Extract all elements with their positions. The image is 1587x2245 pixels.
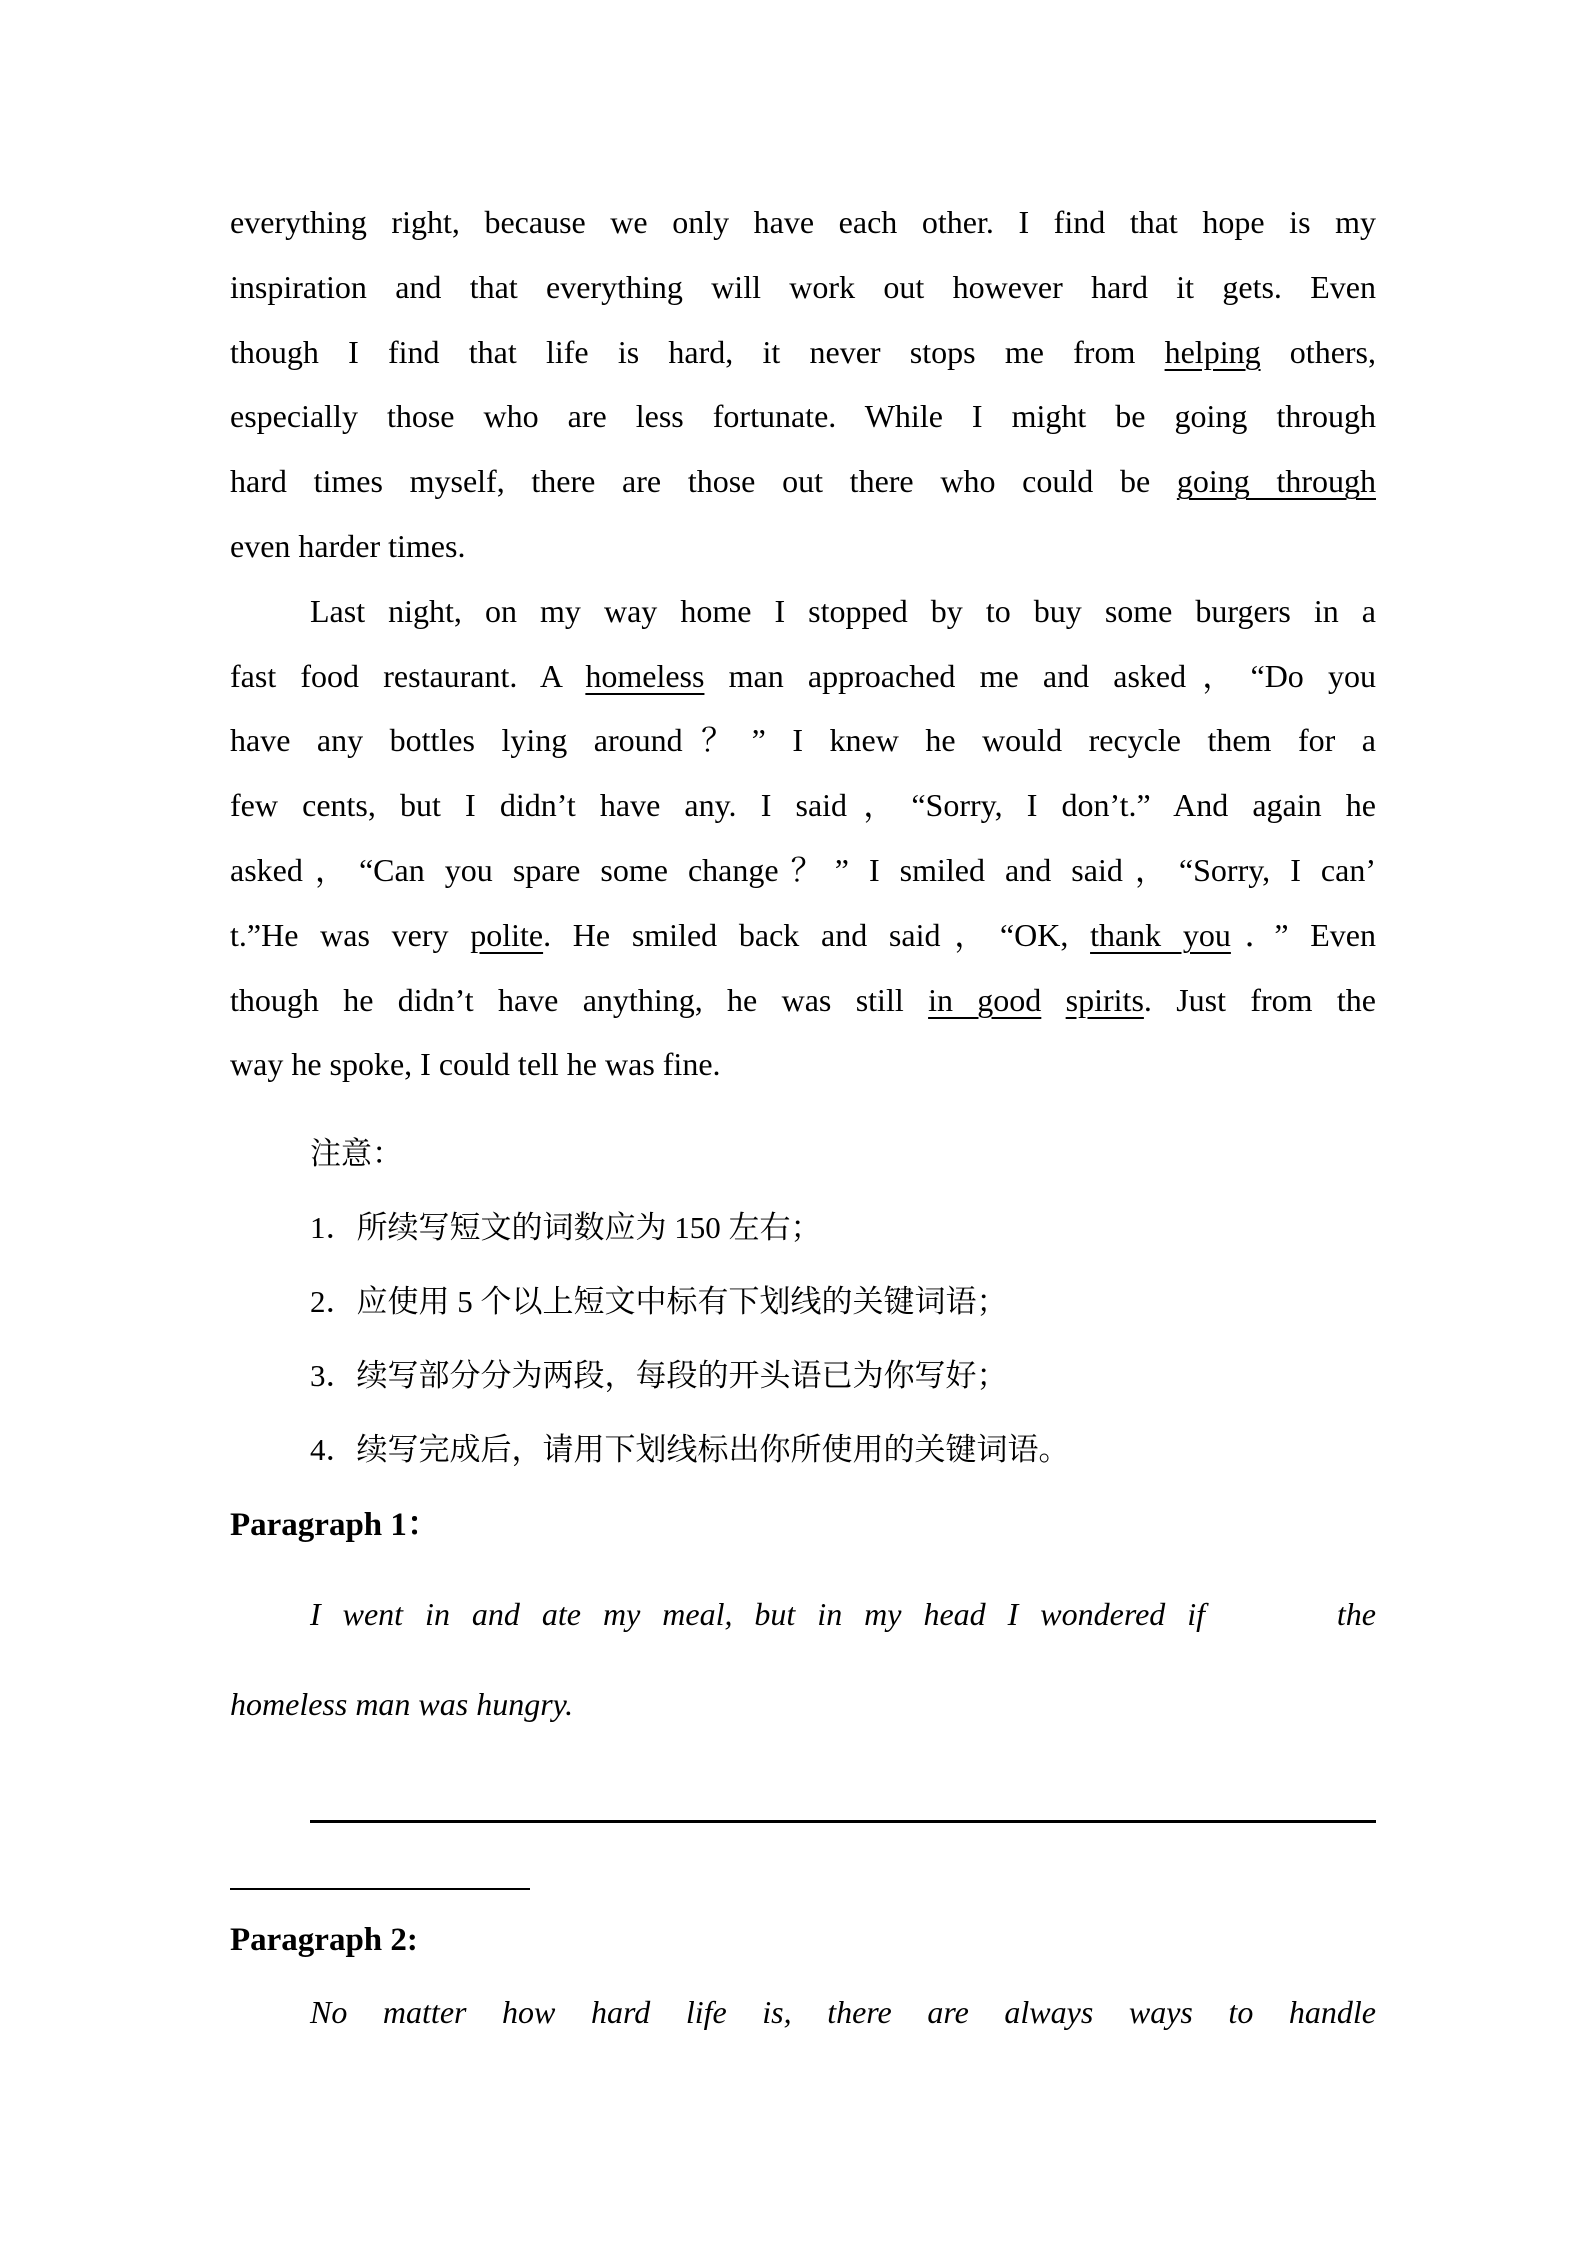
passage-line [230,514,1376,579]
text-segment: t.”He was very [230,916,471,953]
underlined-keyword: going through [1176,463,1377,500]
text-segment: inspiration and that everything will work out however hard it gets. Even [230,268,1376,305]
text-segment: though I find that life is hard, it never stops me from [230,333,1165,370]
passage-line [230,384,1376,449]
paragraph-1-heading: Paragraph 1： [230,1507,440,1544]
underlined-keyword: polite [470,916,544,953]
passage-line [230,1032,1376,1097]
answer-blank-line-long [310,1820,1376,1823]
text-segment: way he spoke, I could tell he was fine. [230,1046,721,1083]
text-segment: Last night, on my way home I stopped by to buy some burgers in a [310,592,1376,629]
text-segment: others, [1260,333,1377,370]
passage-line [230,773,1376,838]
underlined-keyword: thank you [1090,916,1231,953]
passage-line [230,708,1376,773]
text-segment: especially those who are less fortunate. While I might be going through [230,398,1376,435]
passage-line [230,579,1376,644]
p1-opening-line: I went in and ate my meal, but in my head I wondered if the [310,1596,1376,1633]
p1-opening [230,1569,1376,1749]
paragraph-2-heading: Paragraph 2: [230,1922,418,1959]
text-segment: hard times myself, there are those out there who could be [230,463,1177,500]
text-segment: asked，“Can you spare some change？” I smiled and said，“Sorry, I can’ [230,851,1376,888]
text-segment [1041,982,1065,1018]
p2-opening [230,1967,1376,2057]
text-segment: . He smiled back and said，“OK, [543,916,1091,953]
notice-item: 2．应使用 5 个以上短文中标有下划线的关键词语； [310,1284,1008,1320]
underlined-keyword: in good [928,981,1042,1018]
notice-item: 4．续写完成后，请用下划线标出你所使用的关键词语。 [310,1432,1070,1468]
text-segment: though he didn’t have anything, he was still [230,981,929,1018]
text-segment: ．” Even [1230,916,1377,953]
passage-line [230,190,1376,255]
passage-line [230,320,1376,385]
passage-line [230,449,1376,514]
passage-line [230,644,1376,709]
text-segment: have any bottles lying around？” I knew he would recycle them for a [230,722,1376,759]
text-segment: man approached me and asked，“Do you [704,657,1376,694]
answer-blank-line-short [230,1888,530,1890]
underlined-keyword: homeless [585,657,705,694]
page-content [230,190,1376,2057]
passage-line [230,255,1376,320]
text-segment: everything right, because we only have each other. I find that hope is my [230,204,1376,240]
p1-opening-line: homeless man was hungry. [230,1686,574,1723]
text-segment: even harder times. [230,527,466,564]
passage-line [230,968,1376,1033]
text-segment: . Just from the [1143,981,1377,1018]
passage-line [230,838,1376,903]
passage-body [230,190,1376,1097]
underlined-keyword: helping [1164,333,1261,370]
notice-item: 1．所续写短文的词数应为 150 左右； [310,1210,822,1246]
p2-opening-line: No matter how hard life is, there are always ways to handle [310,1994,1376,2031]
underlined-keyword: spirits [1065,981,1144,1018]
notice-label: 注意： [310,1136,403,1172]
notice-section [230,1117,1376,1487]
notice-item: 3．续写部分分为两段，每段的开头语已为你写好； [310,1358,1008,1394]
passage-line [230,903,1376,968]
notice-items [230,1191,1376,1487]
text-segment: fast food restaurant. A [230,657,586,694]
text-segment: few cents, but I didn’t have any. I said，“Sorry, I don’t.” And again he [230,787,1376,824]
